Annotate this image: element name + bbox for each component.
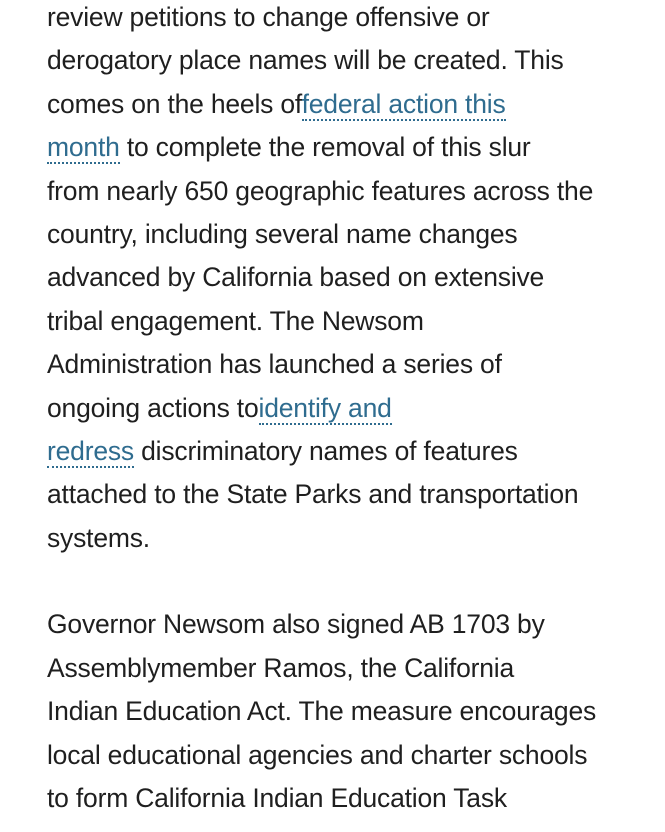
text-line bbox=[47, 126, 647, 169]
text-run: Indian Education Act. The measure encourages bbox=[47, 696, 597, 727]
federal-action-link[interactable]: federal action this bbox=[301, 88, 506, 119]
text-run: ongoing actions to bbox=[47, 392, 259, 423]
text-line bbox=[47, 0, 647, 39]
paragraph-2 bbox=[47, 603, 647, 820]
text-line bbox=[47, 343, 647, 386]
text-line bbox=[47, 300, 647, 343]
text-run: local educational agencies and charter schools bbox=[47, 739, 588, 770]
text-line bbox=[47, 647, 647, 690]
paragraph-1 bbox=[47, 0, 647, 560]
text-line bbox=[47, 256, 647, 299]
text-line bbox=[47, 170, 647, 213]
identify-and-redress-link[interactable]: identify and bbox=[258, 392, 392, 423]
text-run: attached to the State Parks and transportation bbox=[47, 479, 579, 510]
text-line bbox=[47, 517, 647, 560]
text-run: to complete the removal of this slur bbox=[119, 132, 531, 163]
text-run: Administration has launched a series of bbox=[47, 349, 502, 380]
text-run: country, including several name changes bbox=[47, 219, 518, 250]
paragraph-spacer bbox=[47, 560, 647, 603]
text-run: advanced by California based on extensive bbox=[47, 262, 545, 293]
text-line bbox=[47, 39, 647, 82]
text-line bbox=[47, 777, 647, 820]
text-line bbox=[47, 734, 647, 777]
federal-action-link-continued[interactable]: month bbox=[47, 132, 120, 163]
text-line bbox=[47, 213, 647, 256]
text-run: to form California Indian Education Task bbox=[47, 782, 507, 813]
text-line bbox=[47, 83, 647, 126]
text-run: discriminatory names of features bbox=[133, 436, 518, 467]
text-line bbox=[47, 387, 647, 430]
text-line bbox=[47, 473, 647, 516]
text-run: systems. bbox=[47, 522, 150, 553]
text-run: comes on the heels of bbox=[47, 88, 302, 119]
text-line bbox=[47, 430, 647, 473]
text-run: tribal engagement. The Newsom bbox=[47, 305, 424, 336]
identify-and-redress-link-continued[interactable]: redress bbox=[47, 436, 134, 467]
text-run: review petitions to change offensive or bbox=[47, 2, 490, 32]
text-run: derogatory place names will be created. This bbox=[47, 45, 564, 76]
text-run: Assemblymember Ramos, the California bbox=[47, 652, 515, 683]
text-run: Governor Newsom also signed AB 1703 by bbox=[47, 609, 545, 640]
text-line bbox=[47, 690, 647, 733]
text-run: from nearly 650 geographic features across the bbox=[47, 175, 594, 206]
text-line bbox=[47, 603, 647, 646]
article-body bbox=[47, 0, 647, 820]
